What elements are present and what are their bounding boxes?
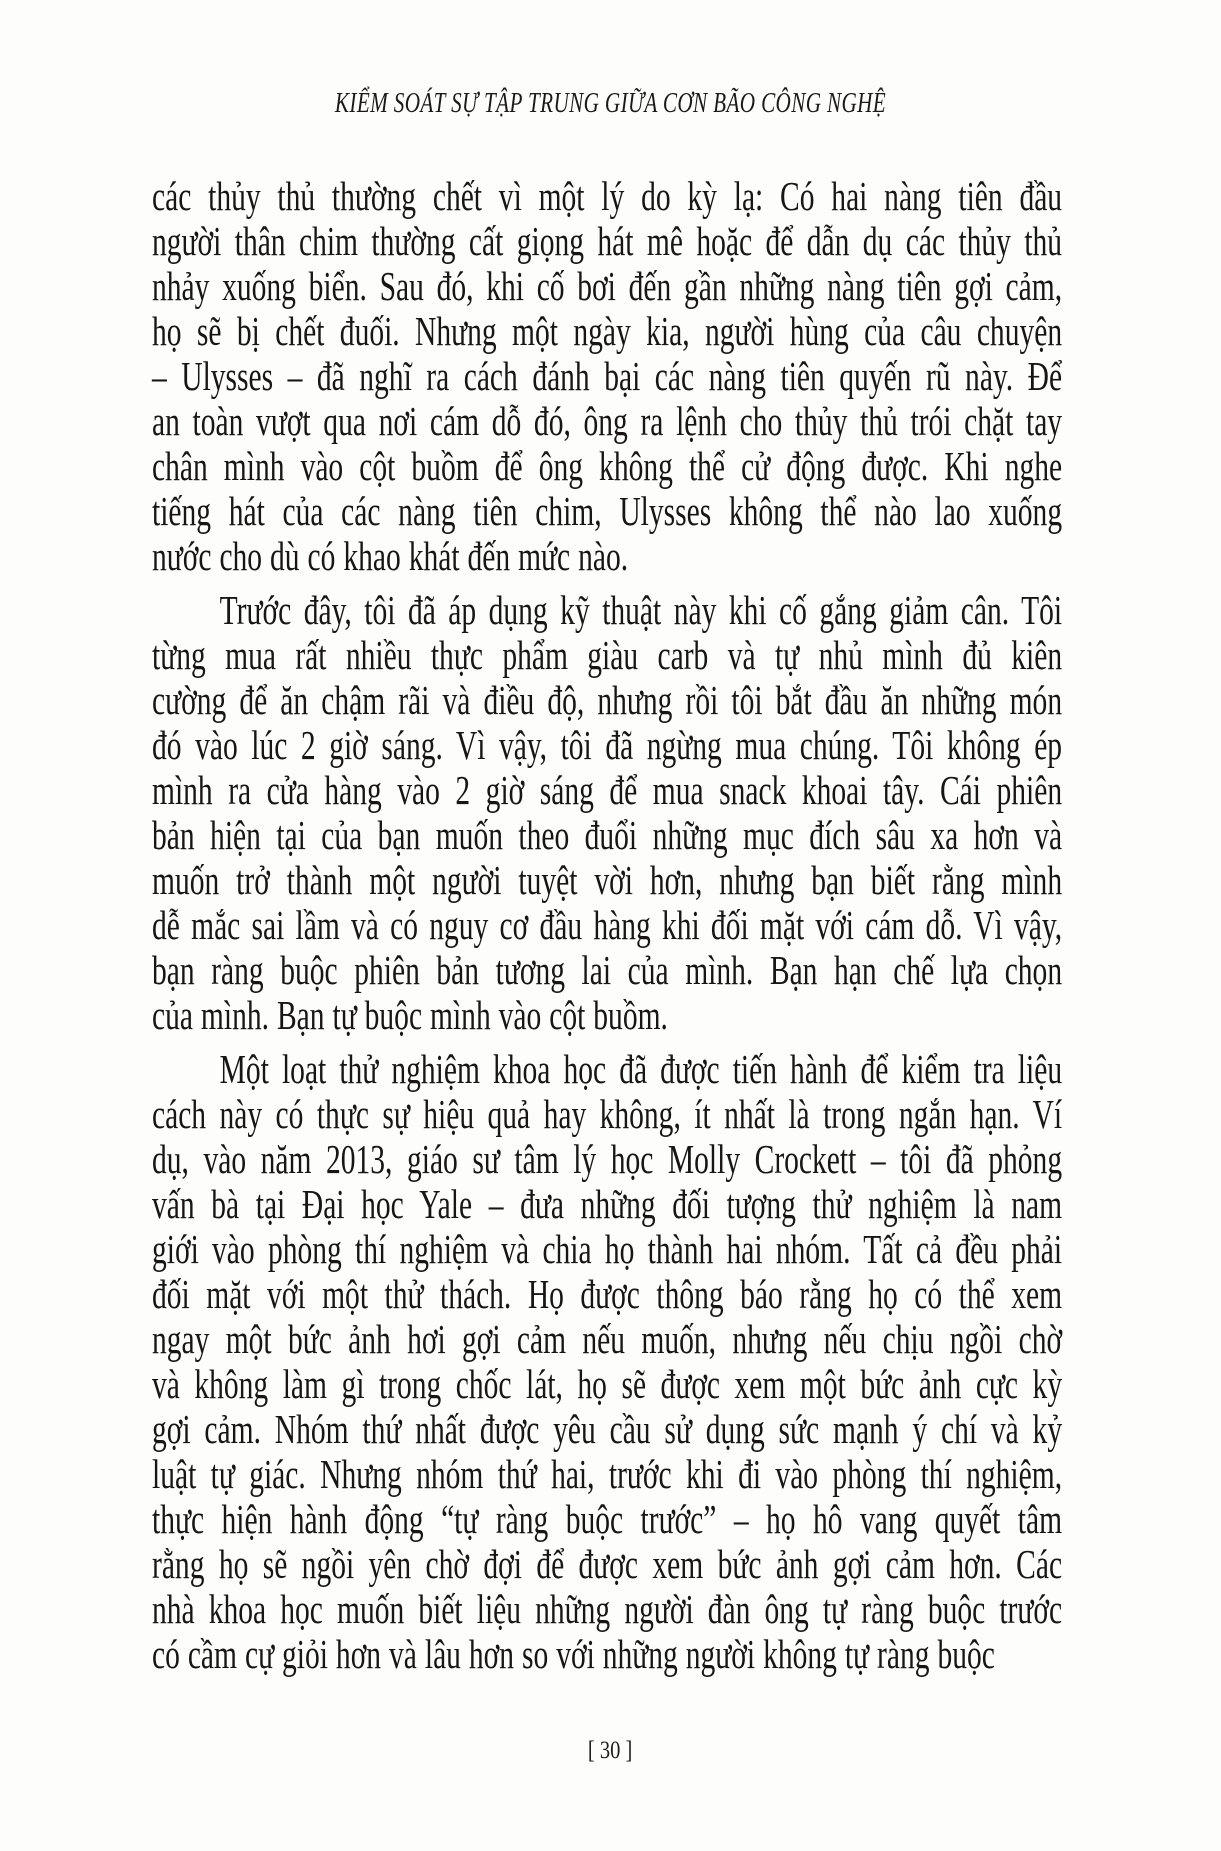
text-line: giới vào phòng thí nghiệm và chia họ thành hai nhóm. Tất cả đều phải — [152, 1226, 1063, 1272]
text-line: nước cho dù có khao khát đến mức nào. — [152, 533, 629, 579]
text-line: mình ra cửa hàng vào 2 giờ sáng để mua snack khoai tây. Cái phiên — [152, 767, 1063, 813]
text-line: bản hiện tại của bạn muốn theo đuổi những mục đích sâu xa hơn và — [152, 812, 1063, 858]
text-line: rằng họ sẽ ngồi yên chờ đợi để được xem bức ảnh gợi cảm hơn. Các — [152, 1541, 1063, 1587]
text-line: đó vào lúc 2 giờ sáng. Vì vậy, tôi đã ngừng mua chúng. Tôi không ép — [152, 722, 1063, 768]
text-line: luật tự giác. Nhưng nhóm thứ hai, trước khi đi vào phòng thí nghiệm, — [152, 1451, 1063, 1497]
text-line: các thủy thủ thường chết vì một lý do kỳ lạ: Có hai nàng tiên đầu — [152, 173, 1063, 219]
text-line: vấn bà tại Đại học Yale – đưa những đối tượng thử nghiệm là nam — [152, 1181, 1063, 1227]
text-line: muốn trở thành một người tuyệt vời hơn, nhưng bạn biết rằng mình — [152, 857, 1063, 903]
text-line: có cầm cự giỏi hơn và lâu hơn so với những người không tự ràng buộc — [152, 1631, 995, 1677]
text-line: thực hiện hành động “tự ràng buộc trước” – họ hô vang quyết tâm — [152, 1496, 1063, 1542]
paragraph — [152, 174, 1062, 579]
page-number — [0, 1736, 1221, 1766]
running-header — [0, 86, 1221, 120]
text-line: dễ mắc sai lầm và có nguy cơ đầu hàng khi đối mặt với cám dỗ. Vì vậy, — [152, 902, 1063, 948]
body-text — [152, 174, 1062, 1677]
text-line: tiếng hát của các nàng tiên chim, Ulysses không thể nào lao xuống — [152, 488, 1063, 534]
running-header-title: KIỂM SOÁT SỰ TẬP TRUNG GIỮA CƠN BÃO CÔNG NGHỆ — [334, 87, 887, 119]
text-line: cách này có thực sự hiệu quả hay không, ít nhất là trong ngắn hạn. Ví — [152, 1091, 1063, 1137]
text-line: – Ulysses – đã nghĩ ra cách đánh bại các nàng tiên quyến rũ này. Để — [152, 353, 1063, 399]
text-line: Trước đây, tôi đã áp dụng kỹ thuật này khi cố gắng giảm cân. Tôi — [219, 587, 1063, 633]
text-line: từng mua rất nhiều thực phẩm giàu carb và tự nhủ mình đủ kiên — [152, 632, 1063, 678]
text-line: bạn ràng buộc phiên bản tương lai của mình. Bạn hạn chế lựa chọn — [152, 947, 1063, 993]
text-line: Một loạt thử nghiệm khoa học đã được tiến hành để kiểm tra liệu — [219, 1046, 1063, 1092]
text-line: người thân chim thường cất giọng hát mê hoặc để dẫn dụ các thủy thủ — [152, 218, 1063, 264]
page-number-text: [ 30 ] — [588, 1737, 633, 1764]
text-line: và không làm gì trong chốc lát, họ sẽ được xem một bức ảnh cực kỳ — [152, 1361, 1063, 1407]
paragraph — [152, 1047, 1062, 1677]
text-line: của mình. Bạn tự buộc mình vào cột buồm. — [152, 992, 668, 1038]
text-line: ngay một bức ảnh hơi gợi cảm nếu muốn, nhưng nếu chịu ngồi chờ — [152, 1316, 1063, 1362]
text-line: đối mặt với một thử thách. Họ được thông báo rằng họ có thể xem — [152, 1271, 1063, 1317]
text-line: nhảy xuống biển. Sau đó, khi cố bơi đến gần những nàng tiên gợi cảm, — [152, 263, 1063, 309]
text-line: cường để ăn chậm rãi và điều độ, nhưng rồi tôi bắt đầu ăn những món — [152, 677, 1063, 723]
text-line: gợi cảm. Nhóm thứ nhất được yêu cầu sử dụng sức mạnh ý chí và kỷ — [152, 1406, 1063, 1452]
text-line: an toàn vượt qua nơi cám dỗ đó, ông ra lệnh cho thủy thủ trói chặt tay — [152, 398, 1063, 444]
text-line: chân mình vào cột buồm để ông không thể cử động được. Khi nghe — [152, 443, 1063, 489]
paragraph — [152, 588, 1062, 1038]
text-line: nhà khoa học muốn biết liệu những người đàn ông tự ràng buộc trước — [152, 1586, 1063, 1632]
text-line: dụ, vào năm 2013, giáo sư tâm lý học Molly Crockett – tôi đã phỏng — [152, 1136, 1063, 1182]
text-line: họ sẽ bị chết đuối. Nhưng một ngày kia, người hùng của câu chuyện — [152, 308, 1063, 354]
